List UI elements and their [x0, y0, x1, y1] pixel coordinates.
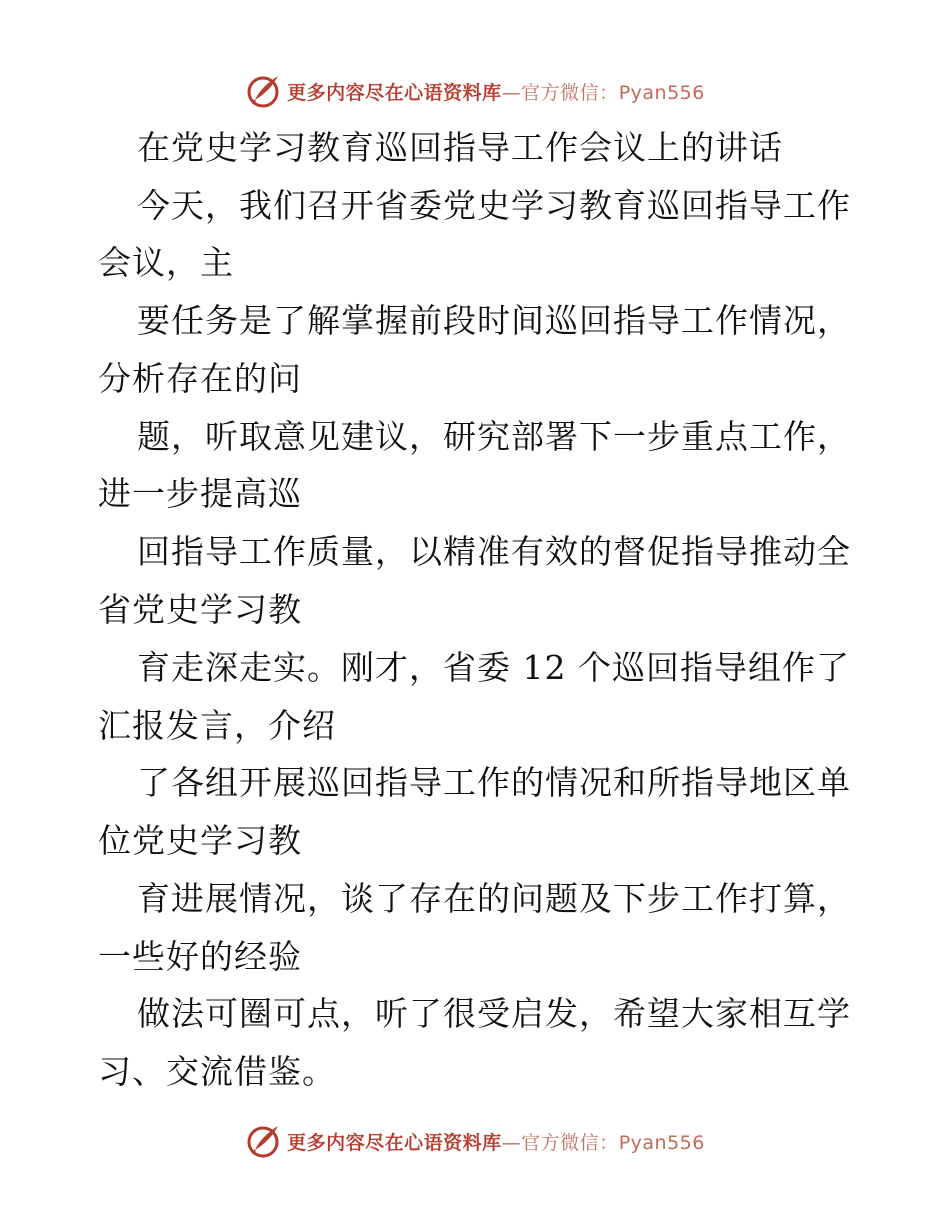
paragraph-line: 进一步提高巡: [98, 474, 302, 513]
paragraph-line: 做法可圈可点，听了很受启发，希望大家相互学: [137, 994, 851, 1033]
paragraph-line: 位党史学习教: [98, 821, 302, 860]
paragraph-line: 育走深走实。刚才，省委 12 个巡回指导组作了: [137, 648, 850, 687]
paragraph-line: 习、交流借鉴。: [98, 1052, 336, 1091]
watermark-brand: 更多内容尽在心语资料库: [287, 1131, 502, 1154]
paragraph-line: 会议，主: [98, 243, 234, 282]
quill-pen-logo-icon: [245, 1123, 281, 1159]
watermark-wechat-id: Pyan556: [618, 81, 705, 104]
paragraph-line: 育进展情况，谈了存在的问题及下步工作打算，: [137, 879, 851, 918]
document-title: 在党史学习教育巡回指导工作会议上的讲话: [137, 128, 783, 167]
paragraph-line: 省党史学习教: [98, 590, 302, 629]
watermark-label: 官方微信：: [521, 81, 619, 104]
paragraph-line: 分析存在的问: [98, 359, 302, 398]
watermark-separator: —: [501, 1131, 522, 1154]
watermark-brand: 更多内容尽在心语资料库: [287, 81, 502, 104]
paragraph-line: 汇报发言，介绍: [98, 706, 336, 745]
watermark-separator: —: [501, 81, 522, 104]
quill-pen-logo-icon: [245, 73, 281, 109]
header-watermark: [0, 71, 950, 111]
paragraph-line: 要任务是了解掌握前段时间巡回指导工作情况，: [137, 301, 851, 340]
watermark-label: 官方微信：: [521, 1131, 619, 1154]
paragraph-line: 今天，我们召开省委党史学习教育巡回指导工作: [137, 186, 851, 225]
paragraph-line: 一些好的经验: [98, 937, 302, 976]
footer-watermark: [0, 1121, 950, 1161]
paragraph-line: 了各组开展巡回指导工作的情况和所指导地区单: [137, 763, 851, 802]
paragraph-line: 题，听取意见建议，研究部署下一步重点工作，: [137, 417, 851, 456]
watermark-wechat-id: Pyan556: [618, 1131, 705, 1154]
paragraph-line: 回指导工作质量，以精准有效的督促指导推动全: [137, 532, 851, 571]
